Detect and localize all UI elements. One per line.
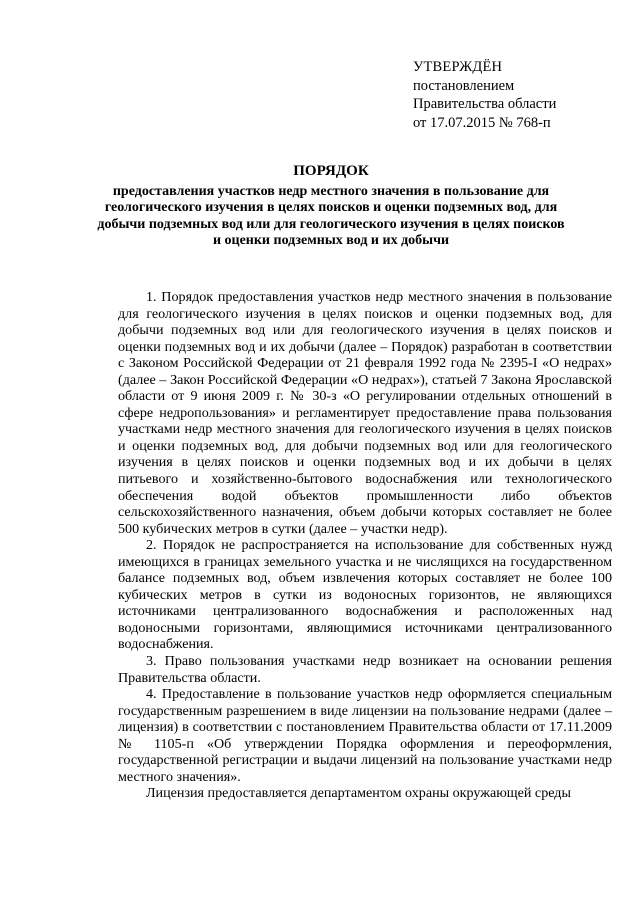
paragraph-5: Лицензия предоставляется департаментом охраны окружающей среды	[146, 785, 571, 802]
approval-line: постановлением	[413, 77, 515, 94]
paragraph-1: 1. Порядок предоставления участков недр местного значения в пользование для геологического изучения в целях поисков и оценки подземных вод, для добычи подземных вод или для геологического изучения в целях поисков и оценки подземных вод и их добычи (далее – Порядок) разработан в соответствии с Законом Российской Федерации от 21 февраля 1992 года № 2395-I «О недрах» (далее – Закон Российской Федерации «О недрах»), статьей 7 Закона Ярославской области от 9 июня 2009 г. № 30-з «О регулировании отдельных отношений в сфере недропользования» и регламентирует предоставление права пользования участками недр местного значения для геологического изучения в целях поисков и оценки подземных вод, для добычи подземных вод или для геологического изучения в целях поисков и оценки подземных вод и их добычи в целях питьевого и хозяйственно-бытового водоснабжения или технологического обеспечения водой объектов промышленности либо объектов сельскохозяйственного назначения, объем добычи которых составляет не более 500 кубических метров в сутки (далее – участки недр).	[118, 289, 612, 537]
approval-line: Правительства области	[413, 96, 557, 112]
approval-stamp	[413, 58, 556, 132]
document-title: ПОРЯДОК	[293, 163, 369, 179]
document-subtitle: предоставления участков недр местного значения в пользование для геологического изучения в целях поисков и оценки подземных вод, для добычи подземных вод или для геологического изучения в целях поисков и оценки подземных вод и их добычи	[97, 184, 565, 248]
approval-line: от 17.07.2015 № 768-п	[413, 114, 551, 131]
paragraph-3: 3. Право пользования участками недр возникает на основании решения Правительства области.	[118, 653, 612, 686]
paragraph-4: 4. Предоставление в пользование участков недр оформляется специальным государственным разрешением в виде лицензии на пользование недрами (далее – лицензия) в соответствии с постановлением Правительства области от 17.11.2009 № 1105-п «Об утверждении Порядка оформления и переоформления, государственной регистрации и выдачи лицензий на пользование участками недр местного значения».	[118, 686, 612, 785]
approval-heading: УТВЕРЖДЁН	[413, 59, 503, 75]
document-title-block	[96, 162, 566, 249]
paragraph-2: 2. Порядок не распространяется на использование для собственных нужд имеющихся в границах земельного участка и не числящихся на государственном балансе подземных вод, объем извлечения которых составляет не более 100 кубических метров в сутки из водоносных горизонтов, не являющихся источниками централизованного водоснабжения и расположенных над водоносными горизонтами, являющимися источниками централизованного водоснабжения.	[118, 537, 612, 653]
document-body	[118, 289, 612, 802]
